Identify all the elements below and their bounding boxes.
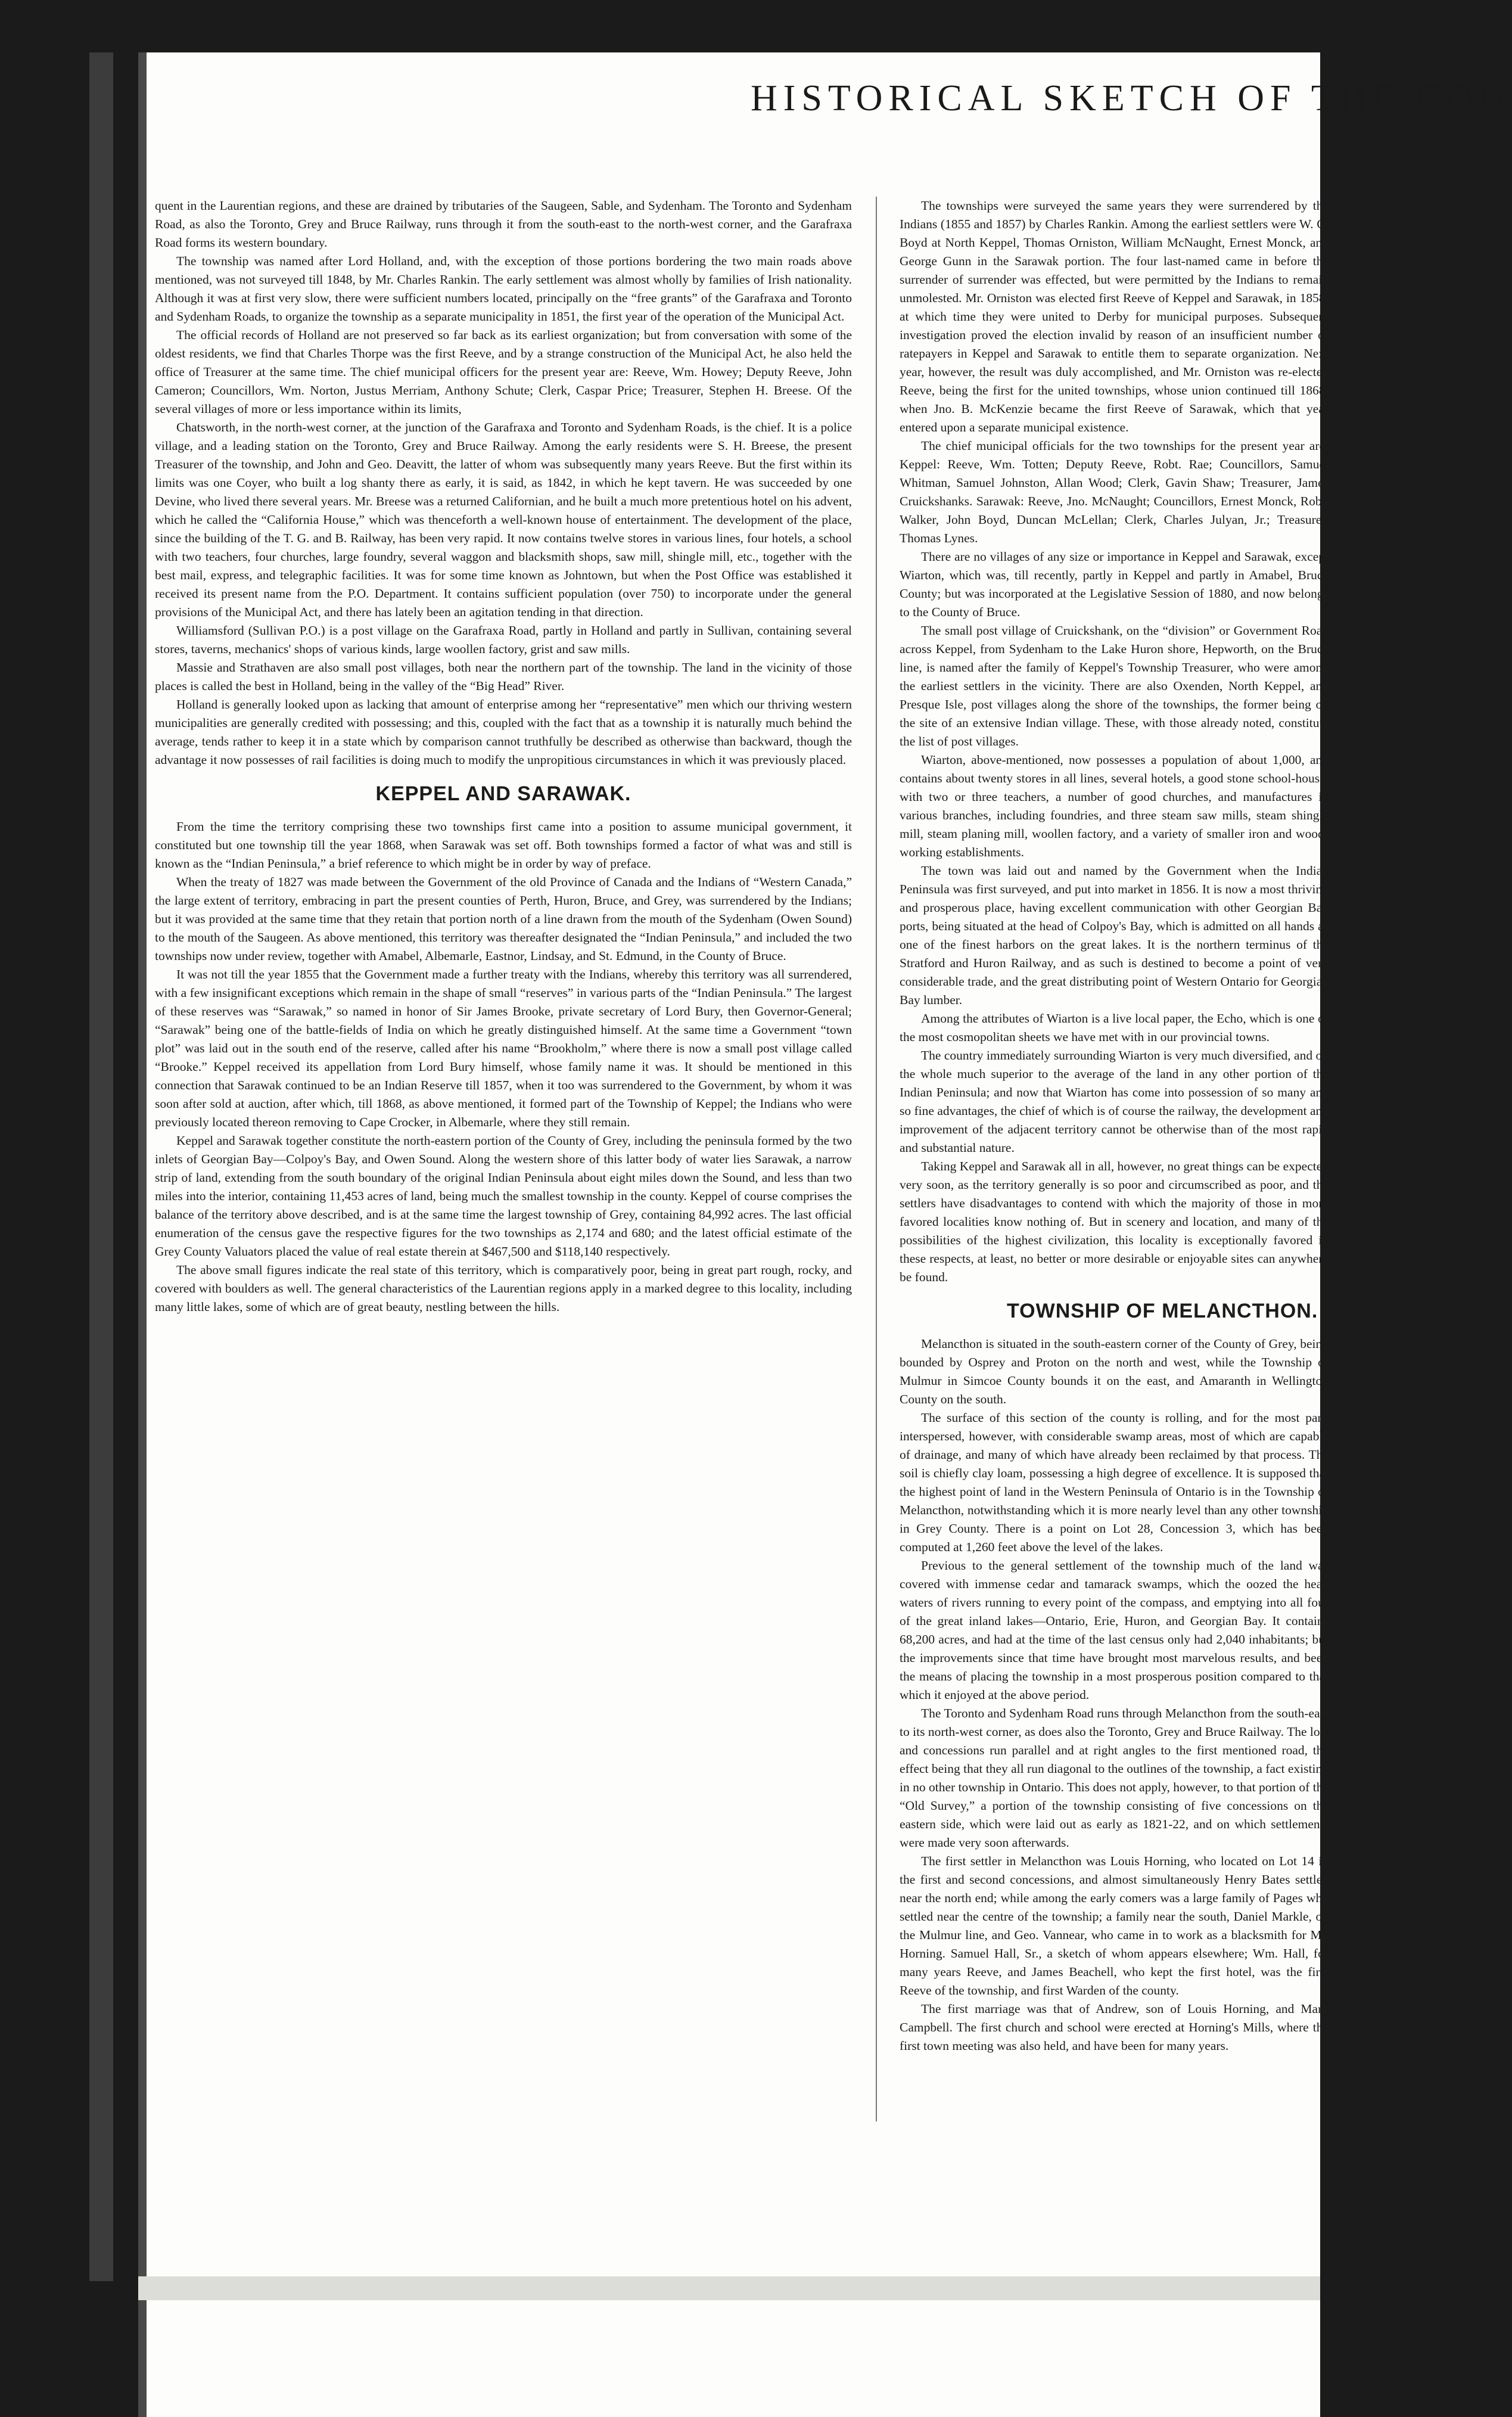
paragraph: The chief municipal officials for the two townships for the present year are: Keppel: Reeve, Wm. Totten; Deputy Reeve, Robt. Rae; Councillors, Samuel Whitman, Samuel Johnston, Allan Wood; Clerk, Gavin Shaw; Treasurer, James Cruickshanks. Sarawak: Reeve, Jno. McNaught; Councillors, Ernest Monck, Robt. Walker, John Boyd, Duncan McLellan; Clerk, Charles Julyan, Jr.; Treasurer, Thomas Lynes. <box>900 439 1329 545</box>
paragraph: Previous to the general settlement of the township much of the land was covered with immense cedar and tamarack swamps, which the oozed the head waters of rivers running to every point of the compass, and emptying into all four of the great inland lakes—Ontario, Erie, Huron, and Georgian Bay. It contains 68,200 acres, and had at the time of the last census only had 2,040 inhabitants; but the improvements since that time have brought most marvelous results, and been the means of placing the township in a most prosperous position compared to that which it enjoyed at the above period. <box>900 1558 1329 1702</box>
paragraph: The first settler in Melancthon was Louis Horning, who located on Lot 14 in the first and second concessions, and almost simultaneously Henry Bates settled near the north end; while among the early comers was a large family of Pages who settled near the centre of the township; a family near the south, Daniel Markle, on the Mulmur line, and Geo. Vannear, who came in to work as a blacksmith for Mr. Horning. Samuel Hall, Sr., a sketch of whom appears elsewhere; Wm. Hall, for many years Reeve, and James Beachell, who kept the first hotel, was the first Reeve of the township, and first Warden of the county. <box>900 1854 1329 1997</box>
left-column <box>155 197 852 1316</box>
paragraph: Chatsworth, in the north-west corner, at the junction of the Garafraxa and Toronto and Sydenham Roads, is the chief. It is a police village, and a leading station on the Toronto, Grey and Bruce Railway. Among the early residents were S. H. Breese, the present Treasurer of the township, and John and Geo. Deavitt, the latter of whom was subsequently many years Reeve. But the first within its limits was one Coyer, who built a log shanty there as early, it is said, as 1842, in which he kept tavern. He was succeeded by one Devine, who lived there several years. Mr. Breese was a returned Californian, and he built a much more pretentious hotel on his advent, which he called the “California House,” which was thenceforth a well-known house of entertainment. The development of the place, since the building of the T. G. and B. Railway, has been very rapid. It now contains twelve stores in various lines, four hotels, a school with two teachers, four churches, large foundry, several waggon and blacksmith shops, saw mill, shingle mill, etc., together with the best mail, express, and telegraphic facilities. It was for some time known as Johntown, but when the Post Office was established it received its present name from the P.O. Department. It contains sufficient population (over 750) to incorporate under the general provisions of the Municipal Act, and there has lately been an agitation tending in that direction. <box>155 420 852 619</box>
paragraph: Keppel and Sarawak together constitute the north-eastern portion of the County of Grey, including the peninsula formed by the two inlets of Georgian Bay—Colpoy's Bay, and Owen Sound. Along the western shore of this latter body of water lies Sarawak, a narrow strip of land, extending from the south boundary of the original Indian Peninsula about eight miles down the Sound, and less than two miles into the interior, containing 11,453 acres of land, being much the smallest township in the county. Keppel of course comprises the balance of the territory above described, and is at the same time the largest township of Grey, containing 84,992 acres. The last official enumeration of the census gave the respective figures for the two townships as 2,174 and 680; and the latest official estimate of the Grey County Valuators placed the value of real estate therein at $467,500 and $118,140 respectively. <box>155 1133 852 1259</box>
paragraph: quent in the Laurentian regions, and these are drained by tributaries of the Saugeen, Sable, and Sydenham. The Toronto and Sydenham Road, as also the Toronto, Grey and Bruce Railway, runs through it from the south-east to the north-west corner, and the Garafraxa Road forms its western boundary. <box>155 198 852 250</box>
paragraph: Williamsford (Sullivan P.O.) is a post village on the Garafraxa Road, partly in Holland and partly in Sullivan, containing several stores, taverns, mechanics' shops of various kinds, large woollen factory, grist and saw mills. <box>155 623 852 656</box>
section-heading-melancthon: TOWNSHIP OF MELANCTHON. <box>1007 1300 1318 1322</box>
paragraph: Holland is generally looked upon as lacking that amount of enterprise among her “representative” men which our thriving western municipalities are generally credited with possessing; and this, coupled with the fact that as a township it is naturally much behind the average, tends rather to keep it in a state which by comparison cannot truthfully be described as otherwise than backward, though the advantage it now possesses of rail facilities is doing much to modify the unpropitious circumstances in which it was previously placed. <box>155 697 852 767</box>
paragraph: The surface of this section of the county is rolling, and for the most part, interspersed, however, with considerable swamp areas, most of which are capable of drainage, and many of which have already been reclaimed by that process. The soil is chiefly clay loam, possessing a high degree of excellence. It is supposed that the highest point of land in the Western Peninsula of Ontario is in the Township of Melancthon, notwithstanding which it is more nearly level than any other township in Grey County. There is a point on Lot 28, Concession 3, which has been computed at 1,260 feet above the level of the lakes. <box>900 1411 1329 1554</box>
paragraph: The first marriage was that of Andrew, son of Louis Horning, and Mary Campbell. The first church and school were erected at Horning's Mills, where the first town meeting was also held, and have been for many years. <box>900 2002 1329 2053</box>
paragraph: Among the attributes of Wiarton is a live local paper, the Echo, which is one of the most cosmopolitan sheets we have met with in our provincial towns. <box>900 1011 1329 1044</box>
paragraph: Taking Keppel and Sarawak all in all, however, no great things can be expected very soon, as the territory generally is so poor and circumscribed as poor, and the settlers have disadvantages to contend with which the majority of those in more favored localities know nothing of. But in scenery and location, and many of the possibilities of the highest civilization, this locality is exceptionally favored in these respects, at least, no better or more desirable or enjoyable sites can anywhere be found. <box>900 1159 1329 1284</box>
paragraph: The townships were surveyed the same years they were surrendered by the Indians (1855 and 1857) by Charles Rankin. Among the earliest settlers were W. C. Boyd at North Keppel, Thomas Orniston, William McNaught, Ernest Monck, and George Gunn in the Sarawak portion. The four last-named came in before the surrender of surrender was effected, but were permitted by the Indians to remain unmolested. Mr. Orniston was elected first Reeve of Keppel and Sarawak, in 1858, at which time they were united to Derby for municipal purposes. Subsequent investigation proved the election invalid by reason of an insufficient number of ratepayers in Keppel and Sarawak to entitle them to separate organization. Next year, however, the result was duly accomplished, and Mr. Orniston was re-elected Reeve, being the first for the united townships, whose union continued till 1868, when Jno. B. McKenzie became the first Reeve of Sarawak, which that year entered upon a separate municipal existence. <box>900 198 1329 434</box>
paragraph: Wiarton, above-mentioned, now possesses a population of about 1,000, and contains about twenty stores in all lines, several hotels, a good stone school-house, with two or three teachers, a number of good churches, and manufactures in various branches, including foundries, and three steam saw mills, steam shingle mill, steam planing mill, woollen factory, and a variety of smaller iron and wood-working establishments. <box>900 753 1329 859</box>
paragraph: From the time the territory comprising these two townships first came into a position to assume municipal government, it constituted but one township till the year 1868, when Sarawak was set off. Both townships formed a factor of what was and still is known as the “Indian Peninsula,” a brief reference to which might be in order by way of preface. <box>155 819 852 871</box>
paragraph: The above small figures indicate the real state of this territory, which is comparatively poor, being in great part rough, rocky, and covered with boulders as well. The general characteristics of the Laurentian regions apply in a marked degree to this locality, including many little lakes, some of which are of great beauty, nestling between the hills. <box>155 1263 852 1314</box>
paragraph: It was not till the year 1855 that the Government made a further treaty with the Indians, whereby this territory was all surrendered, with a few insignificant exceptions which remain in the shape of small “reserves” in various parts of the “Indian Peninsula.” The largest of these reserves was “Sarawak,” so named in honor of Sir James Brooke, private secretary of Lord Bury, then Governor-General; “Sarawak” being one of the battle-fields of India on which he greatly distinguished himself. At the same time a Government “town plot” was laid out in the south end of the reserve, called after his name “Brookholm,” where there is now a small post village called “Brooke.” Keppel received its appellation from Lord Bury himself, whose family name it was. It should be mentioned in this connection that Sarawak continued to be an Indian Reserve till 1857, when it too was surrendered to the Government, by whom it was soon after sold at auction, after which, till 1868, as above mentioned, it formed part of the Township of Keppel; the Indians who were previously located thereon removing to Cape Crocker, in Albemarle, where they still remain. <box>155 967 852 1129</box>
paragraph: The Toronto and Sydenham Road runs through Melancthon from the south-east to its north-west corner, as does also the Toronto, Grey and Bruce Railway. The lots and concessions run parallel and at right angles to the first mentioned road, the effect being that they all run diagonal to the outlines of the township, a fact existing in no other township in Ontario. This does not apply, however, to that portion of the “Old Survey,” a portion of the township consisting of five concessions on the eastern side, which were laid out as early as 1821-22, and on which settlements were made very soon afterwards. <box>900 1706 1329 1850</box>
right-column <box>900 197 1329 2055</box>
paragraph: Melancthon is situated in the south-eastern corner of the County of Grey, being bounded by Osprey and Proton on the north and west, while the Township of Mulmur in Simcoe County bounds it on the east, and Amaranth in Wellington County on the south. <box>900 1337 1329 1406</box>
page-header: HISTORICAL SKETCH OF THE COU <box>751 78 1512 119</box>
paragraph: When the treaty of 1827 was made between the Government of the old Province of Canada and the Indians of “Western Canada,” the large extent of territory, embracing in part the present counties of Perth, Huron, Bruce, and Grey, was surrendered by the Indians; but it was provided at the same time that they retain that portion north of a line drawn from the mouth of the Sydenham (Owen Sound) to the mouth of the Saugeen. As above mentioned, this territory was thereafter designated the “Indian Peninsula,” and included the two townships now under review, together with Amabel, Albemarle, Eastnor, Lindsay, and St. Edmund, in the County of Bruce. <box>155 875 852 963</box>
column-divider <box>876 197 877 2121</box>
paragraph: The small post village of Cruickshank, on the “division” or Government Road across Keppel, from Sydenham to the Lake Huron shore, Hepworth, on the Bruce line, is named after the family of Keppel's Township Treasurer, who were among the earliest settlers in the vicinity. There are also Oxenden, North Keppel, and Presque Isle, post villages along the shore of the townships, the former being on the site of an extensive Indian village. These, with those already noted, constitute the list of post villages. <box>900 623 1329 748</box>
page-bottom-edge <box>138 2276 1320 2300</box>
paragraph: The town was laid out and named by the Government when the Indian Peninsula was first surveyed, and put into market in 1856. It is now a most thriving and prosperous place, having excellent communication with other Georgian Bay ports, being situated at the head of Colpoy's Bay, which is admitted on all hands as one of the finest harbors on the great lakes. It is the northern terminus of the Stratford and Huron Railway, and as such is destined to become a point of very considerable trade, and the great distributing point of Western Ontario for Georgian Bay lumber. <box>900 863 1329 1007</box>
binding-shadow <box>89 52 113 2281</box>
paragraph: The country immediately surrounding Wiarton is very much diversified, and on the whole much superior to the average of the land in any other portion of the Indian Peninsula; and now that Wiarton has come into possession of so many and so fine advantages, the chief of which is of course the railway, the development and improvement of the adjacent territory cannot be otherwise than of the most rapid and substantial nature. <box>900 1048 1329 1155</box>
section-heading-keppel-sarawak: KEPPEL AND SARAWAK. <box>375 782 631 805</box>
paragraph: The township was named after Lord Holland, and, with the exception of those portions bordering the two main roads above mentioned, was not surveyed till 1848, by Mr. Charles Rankin. The early settlement was almost wholly by families of Irish nationality. Although it was at first very slow, there were sufficient numbers located, principally on the “free grants” of the Garafraxa and Toronto and Sydenham Roads, to organize the township as a separate municipality in 1851, the first year of the operation of the Municipal Act. <box>155 254 852 324</box>
paragraph: The official records of Holland are not preserved so far back as its earliest organization; but from conversation with some of the oldest residents, we find that Charles Thorpe was the first Reeve, and by a strange construction of the Municipal Act, he also held the office of Treasurer at the same time. The chief municipal officers for the present year are: Reeve, Wm. Howey; Deputy Reeve, John Cameron; Councillors, Wm. Norton, Justus Merriam, Anthony Schute; Clerk, Caspar Price; Treasurer, Stephen H. Breese. Of the several villages of more or less importance within its limits, <box>155 328 852 416</box>
paragraph: Massie and Strathaven are also small post villages, both near the northern part of the township. The land in the vicinity of those places is called the best in Holland, being in the valley of the “Big Head” River. <box>155 660 852 693</box>
paragraph: There are no villages of any size or importance in Keppel and Sarawak, except Wiarton, which was, till recently, partly in Keppel and partly in Amabel, Bruce County; but was incorporated at the Legislative Session of 1880, and now belongs to the County of Bruce. <box>900 549 1329 619</box>
